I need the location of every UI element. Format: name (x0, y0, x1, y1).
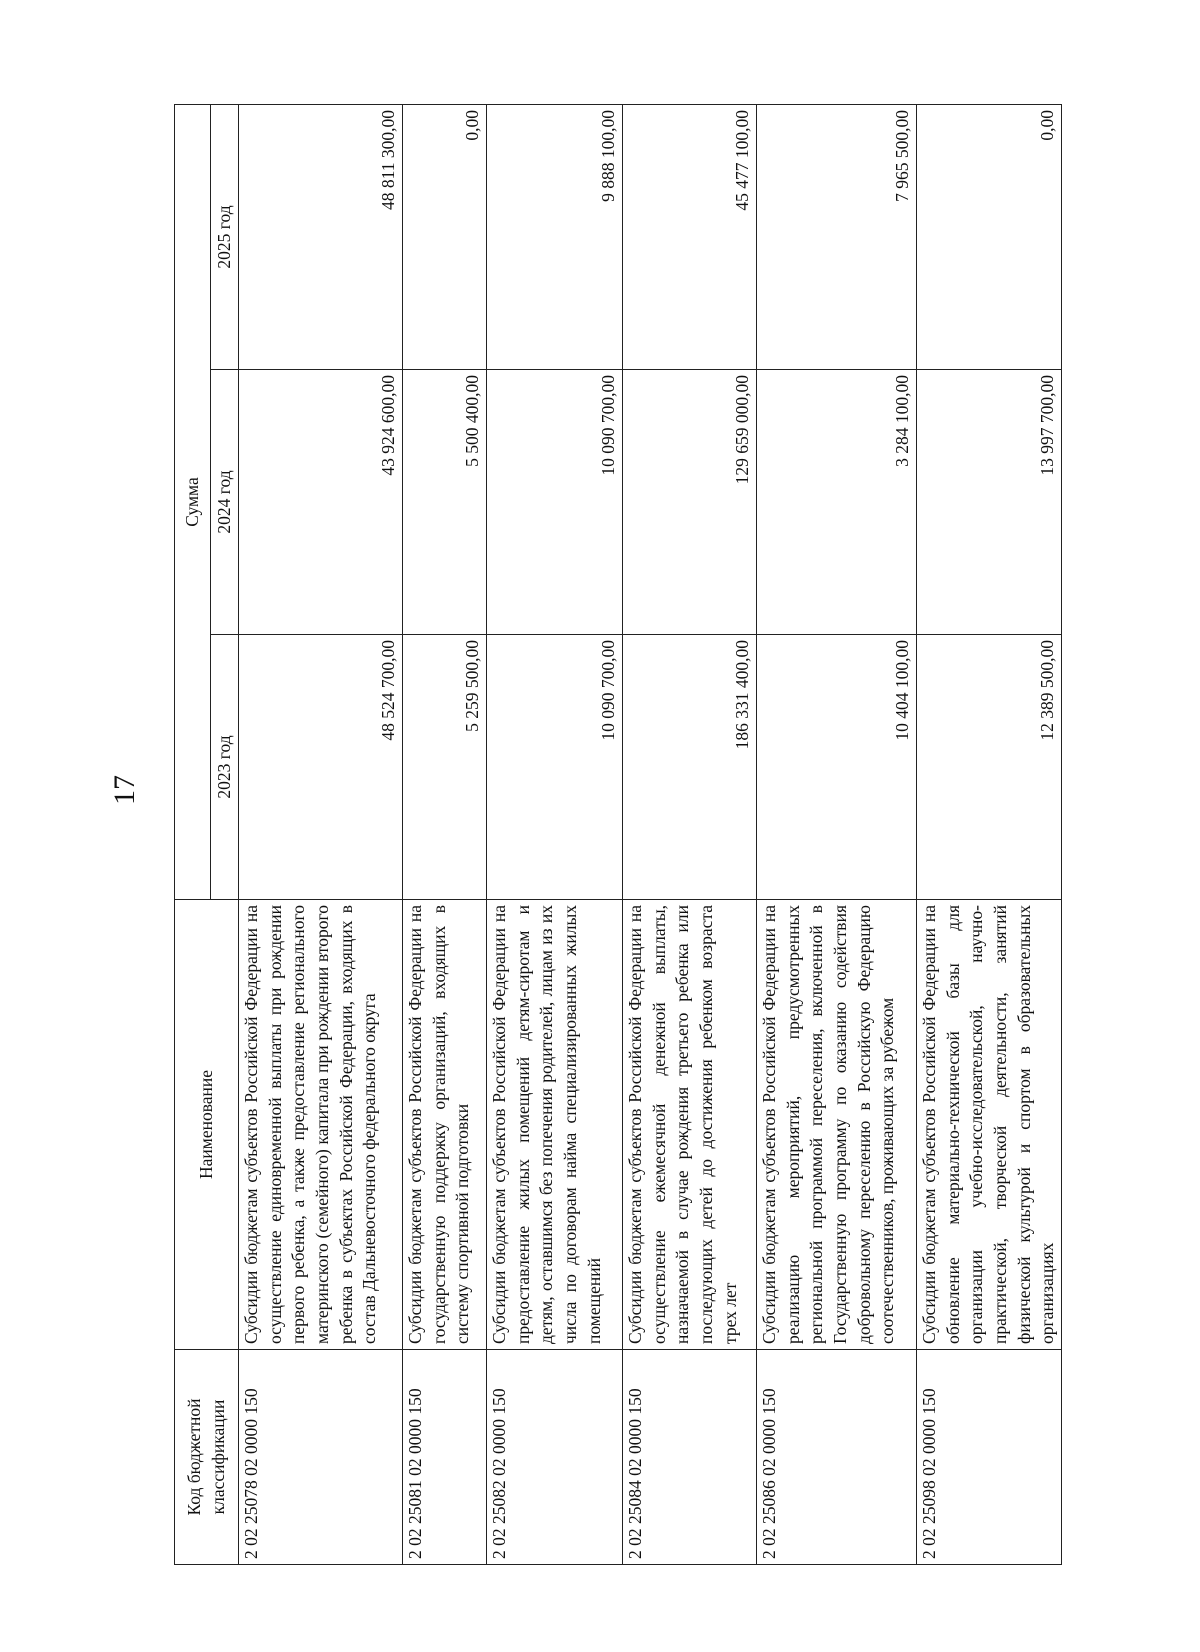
header-name: Наименование (175, 900, 239, 1350)
header-year-2025: 2025 год (211, 105, 239, 370)
table-row (917, 105, 1062, 1565)
row-value-2024: 43 924 600,00 (239, 370, 403, 635)
row-value-2023: 186 331 400,00 (623, 635, 757, 900)
header-sum: Сумма (175, 105, 211, 900)
row-value-2024: 13 997 700,00 (917, 370, 1062, 635)
row-name: Субсидии бюджетам субъектов Российской Федерации на осуществление единовременной выплаты при рождении первого ребенка, а также предоставление регионального материнского (семейного) капитала при рождении второго ребенка в субъектах Российской Федерации, входящих в состав Дальневосточного федерального округа (239, 900, 403, 1350)
row-code: 2 02 25082 02 0000 150 (487, 1350, 623, 1565)
row-code: 2 02 25086 02 0000 150 (757, 1350, 917, 1565)
row-value-2023: 12 389 500,00 (917, 635, 1062, 900)
row-code: 2 02 25098 02 0000 150 (917, 1350, 1062, 1565)
row-value-2023: 48 524 700,00 (239, 635, 403, 900)
row-value-2024: 10 090 700,00 (487, 370, 623, 635)
row-name: Субсидии бюджетам субъектов Российской Федерации на реализацию мероприятий, предусмотренных региональной программой переселения, включенной в Государственную программу по оказанию содействия добровольному переселению в Российскую Федерацию соотечественников, проживающих за рубежом (757, 900, 917, 1350)
header-code: Код бюджетной классификации (175, 1350, 239, 1565)
row-value-2023: 10 404 100,00 (757, 635, 917, 900)
row-value-2025: 0,00 (917, 105, 1062, 370)
budget-table (174, 104, 1062, 1565)
row-value-2024: 3 284 100,00 (757, 370, 917, 635)
row-value-2025: 48 811 300,00 (239, 105, 403, 370)
row-value-2023: 5 259 500,00 (403, 635, 487, 900)
row-value-2025: 45 477 100,00 (623, 105, 757, 370)
row-name: Субсидии бюджетам субъектов Российской Федерации на предоставление жилых помещений детям-сиротам и детям, оставшимся без попечения родителей, лицам из их числа по договорам найма специализированных жилых помещений (487, 900, 623, 1350)
table-row (239, 105, 403, 1565)
rotated-table-container (174, 105, 1058, 1565)
table-row (757, 105, 917, 1565)
header-year-2023: 2023 год (211, 635, 239, 900)
table-row (487, 105, 623, 1565)
row-code: 2 02 25084 02 0000 150 (623, 1350, 757, 1565)
table-row (623, 105, 757, 1565)
row-code: 2 02 25081 02 0000 150 (403, 1350, 487, 1565)
row-name: Субсидии бюджетам субъектов Российской Федерации на государственную поддержку организаций, входящих в систему спортивной подготовки (403, 900, 487, 1350)
row-name: Субсидии бюджетам субъектов Российской Федерации на осуществление ежемесячной денежной выплаты, назначаемой в случае рождения третьего ребенка или последующих детей до достижения ребенком возраста трех лет (623, 900, 757, 1350)
header-year-2024: 2024 год (211, 370, 239, 635)
row-value-2025: 0,00 (403, 105, 487, 370)
row-value-2024: 5 500 400,00 (403, 370, 487, 635)
row-value-2024: 129 659 000,00 (623, 370, 757, 635)
row-code: 2 02 25078 02 0000 150 (239, 1350, 403, 1565)
row-name: Субсидии бюджетам субъектов Российской Федерации на обновление материально-технической базы для организации учебно-исследовательской, научно-практической, творческой деятельности, занятий физической культурой и спортом в образовательных организациях (917, 900, 1062, 1350)
row-value-2025: 7 965 500,00 (757, 105, 917, 370)
row-value-2025: 9 888 100,00 (487, 105, 623, 370)
table-row (403, 105, 487, 1565)
row-value-2023: 10 090 700,00 (487, 635, 623, 900)
page-number: 17 (108, 775, 141, 805)
